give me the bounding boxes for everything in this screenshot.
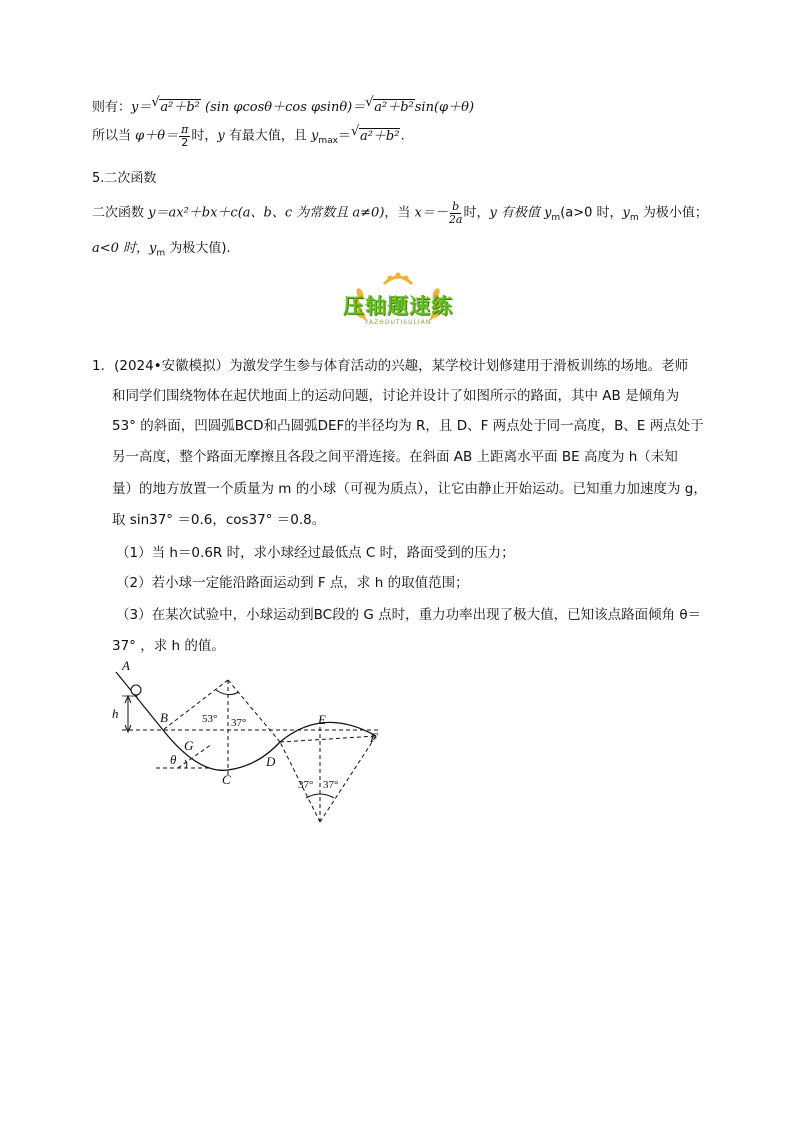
text: 二次函数: [92, 205, 149, 221]
sub-question-3: （3）在某次试验中，小球运动到BC段的 G 点时，重力功率出现了极大值，已知该点路面倾角 θ＝: [116, 607, 702, 623]
label-a: A: [122, 658, 130, 673]
subscript: max: [318, 136, 338, 147]
text: y 有极值: [489, 205, 545, 221]
angle-37-top: 37°: [231, 717, 247, 729]
radicand: a²＋b²: [359, 128, 400, 144]
formula-part: sin(φ＋θ): [414, 100, 475, 115]
text: a<0 时，: [92, 241, 150, 256]
label-e: E: [318, 712, 326, 727]
variable-ym: y: [149, 241, 157, 256]
label-d: D: [266, 754, 276, 769]
subscript: m: [551, 213, 561, 224]
condition: x＝－: [414, 205, 448, 221]
sqrt-expression: [351, 125, 401, 144]
sub-question-1: （1）当 h＝0.6R 时，求小球经过最低点 C 时，路面受到的压力；: [116, 545, 515, 561]
label-theta: θ: [170, 752, 177, 767]
fraction-b-over-2a: [449, 201, 463, 225]
ball-icon: [131, 685, 141, 695]
numerator: π: [181, 123, 189, 136]
formula-part: y＝: [131, 100, 152, 115]
text: 时，: [463, 205, 490, 221]
sqrt-expression: [365, 96, 415, 115]
banner-subtitle: YAZHOUTISULIAN: [364, 319, 432, 326]
banner-title: 压轴题速练: [343, 294, 453, 318]
variable-ym: y: [544, 205, 552, 221]
quadratic-formula: y＝ax²＋bx＋c(a、b、c 为常数且 a≠0): [148, 205, 385, 221]
formula-line-4: [92, 201, 708, 225]
variable-ym: y: [622, 205, 630, 221]
label-f: F: [370, 730, 378, 745]
text-prefix: 所以当: [92, 128, 136, 144]
text: 有最大值，且: [224, 128, 311, 144]
text: (a>0 时，: [560, 205, 623, 221]
formula-line-2: [92, 124, 405, 148]
section-title: 5.二次函数: [92, 171, 157, 186]
question-line-1: 1．(2024•安徽模拟）为激发学生参与体育活动的兴趣，某学校计划修建用于滑板训练的场地。老师: [92, 358, 689, 374]
angle-37-right: 37°: [323, 779, 339, 791]
formula-line-5: [92, 237, 231, 259]
concave-arc-bcd: [163, 730, 280, 770]
angle-53: 53°: [202, 713, 218, 725]
variable-y: y: [217, 128, 225, 144]
text: ＝: [337, 128, 351, 144]
text: 时，: [191, 128, 218, 144]
sub-question-2: （2）若小球一定能沿路面运动到 F 点，求 h 的取值范围；: [116, 575, 469, 591]
question-line-4: 另一高度，整个路面无摩擦且各段之间平滑连接。在斜面 AB 上距离水平面 BE 高度为 h（未知: [112, 449, 678, 465]
section-banner-logo: [336, 268, 460, 348]
text: .: [400, 128, 405, 144]
question-line-3: 53° 的斜面，凹圆弧BCD和凸圆弧DEF的半径均为 R，且 D、F 两点处于同一高度，B、E 两点处于: [112, 418, 704, 434]
formula-part: (sin φcosθ＋cos φsinθ)＝: [200, 100, 366, 115]
text: ，当: [384, 205, 415, 221]
radicand: a²＋b²: [374, 100, 414, 115]
label-b: B: [160, 710, 168, 725]
subscript: m: [156, 248, 166, 259]
subscript: m: [629, 213, 639, 224]
denominator: 2a: [448, 212, 463, 226]
sqrt-expression: [151, 96, 201, 115]
label-h: h: [112, 706, 119, 721]
label-g: G: [184, 738, 194, 753]
incline-ab: [116, 672, 163, 730]
text-prefix: 则有：: [92, 100, 132, 115]
track-diagram: [108, 658, 398, 828]
text: 为极小值；: [638, 205, 708, 221]
radicand: a²＋b²: [160, 100, 200, 115]
text: 为极大值).: [165, 241, 231, 256]
question-line-2: 和同学们围绕物体在起伏地面上的运动问题，讨论并设计了如图所示的路面，其中 AB 是倾角为: [112, 388, 680, 404]
condition: φ＋θ＝: [135, 128, 179, 144]
denominator: 2: [181, 135, 189, 149]
numerator: b: [452, 200, 460, 213]
formula-line-1: [92, 96, 474, 115]
convex-arc-def: [280, 722, 376, 742]
question-line-6: 取 sin37° ＝0.6，cos37° ＝0.8。: [112, 512, 326, 528]
question-line-5: 量）的地方放置一个质量为 m 的小球（可视为质点），让它由静止开始运动。已知重力加速度为 g，: [112, 481, 707, 497]
variable-ymax: y: [310, 128, 319, 144]
fraction-pi-over-2: [179, 124, 190, 148]
label-c: C: [222, 772, 231, 787]
angle-37-left: 37°: [298, 779, 314, 791]
question-line-last: 37° ，求 h 的值。: [112, 638, 225, 654]
